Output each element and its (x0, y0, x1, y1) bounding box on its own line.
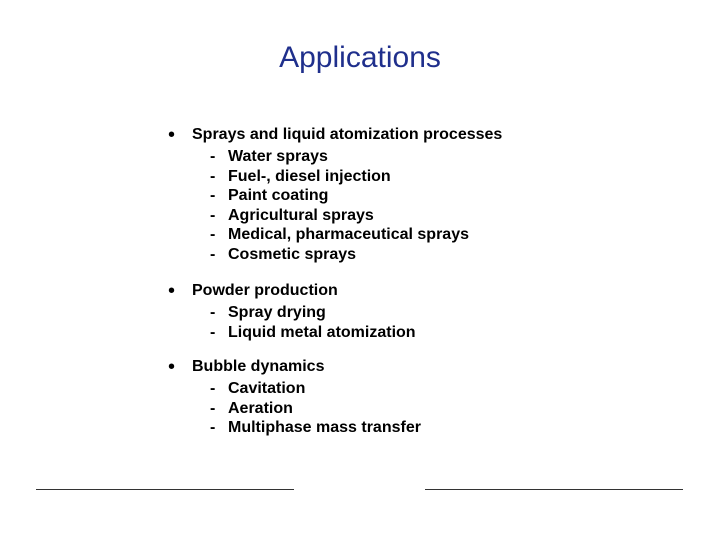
section-heading: Sprays and liquid atomization processes (192, 126, 503, 143)
list-item-text: Water sprays (228, 148, 328, 165)
list-item (210, 167, 469, 187)
dash: - (210, 419, 216, 436)
list-item-text: Aeration (228, 399, 293, 417)
dash: - (210, 245, 216, 263)
list-item (210, 225, 469, 245)
section-heading: Powder production (192, 282, 338, 299)
list-item-text: Fuel-, diesel injection (228, 167, 391, 185)
list-item-text: Agricultural sprays (228, 206, 374, 224)
bullet-icon: • (168, 124, 176, 146)
footer-rule-right (425, 489, 683, 490)
dash: - (210, 323, 216, 341)
list-item-text: Cosmetic sprays (228, 245, 357, 263)
bullet-icon: • (168, 356, 176, 378)
dash: - (210, 226, 216, 243)
list-item-text: Spray drying (228, 304, 326, 321)
dash: - (210, 399, 216, 417)
list-item (210, 245, 469, 265)
list-item (210, 399, 421, 419)
list-item-text: Liquid metal atomization (228, 323, 416, 341)
list-item-text: Medical, pharmaceutical sprays (228, 226, 469, 243)
list-item (210, 379, 421, 399)
list-item-text: Cavitation (228, 380, 306, 397)
sub-list (210, 379, 421, 438)
list-item (210, 323, 416, 343)
dash: - (210, 206, 216, 224)
dash: - (210, 380, 216, 397)
bullet-icon: • (168, 280, 176, 302)
section-heading: Bubble dynamics (192, 358, 325, 375)
list-item-text: Paint coating (228, 187, 329, 204)
list-item (210, 186, 469, 206)
sub-list (210, 147, 469, 264)
dash: - (210, 167, 216, 185)
footer-rule-left (36, 489, 294, 490)
dash: - (210, 304, 216, 321)
list-item (210, 147, 469, 167)
sub-list (210, 303, 416, 342)
list-item (210, 303, 416, 323)
list-item (210, 418, 421, 438)
dash: - (210, 148, 216, 165)
list-item (210, 206, 469, 226)
slide-title: Applications (279, 41, 441, 74)
dash: - (210, 187, 216, 204)
list-item-text: Multiphase mass transfer (228, 419, 421, 436)
